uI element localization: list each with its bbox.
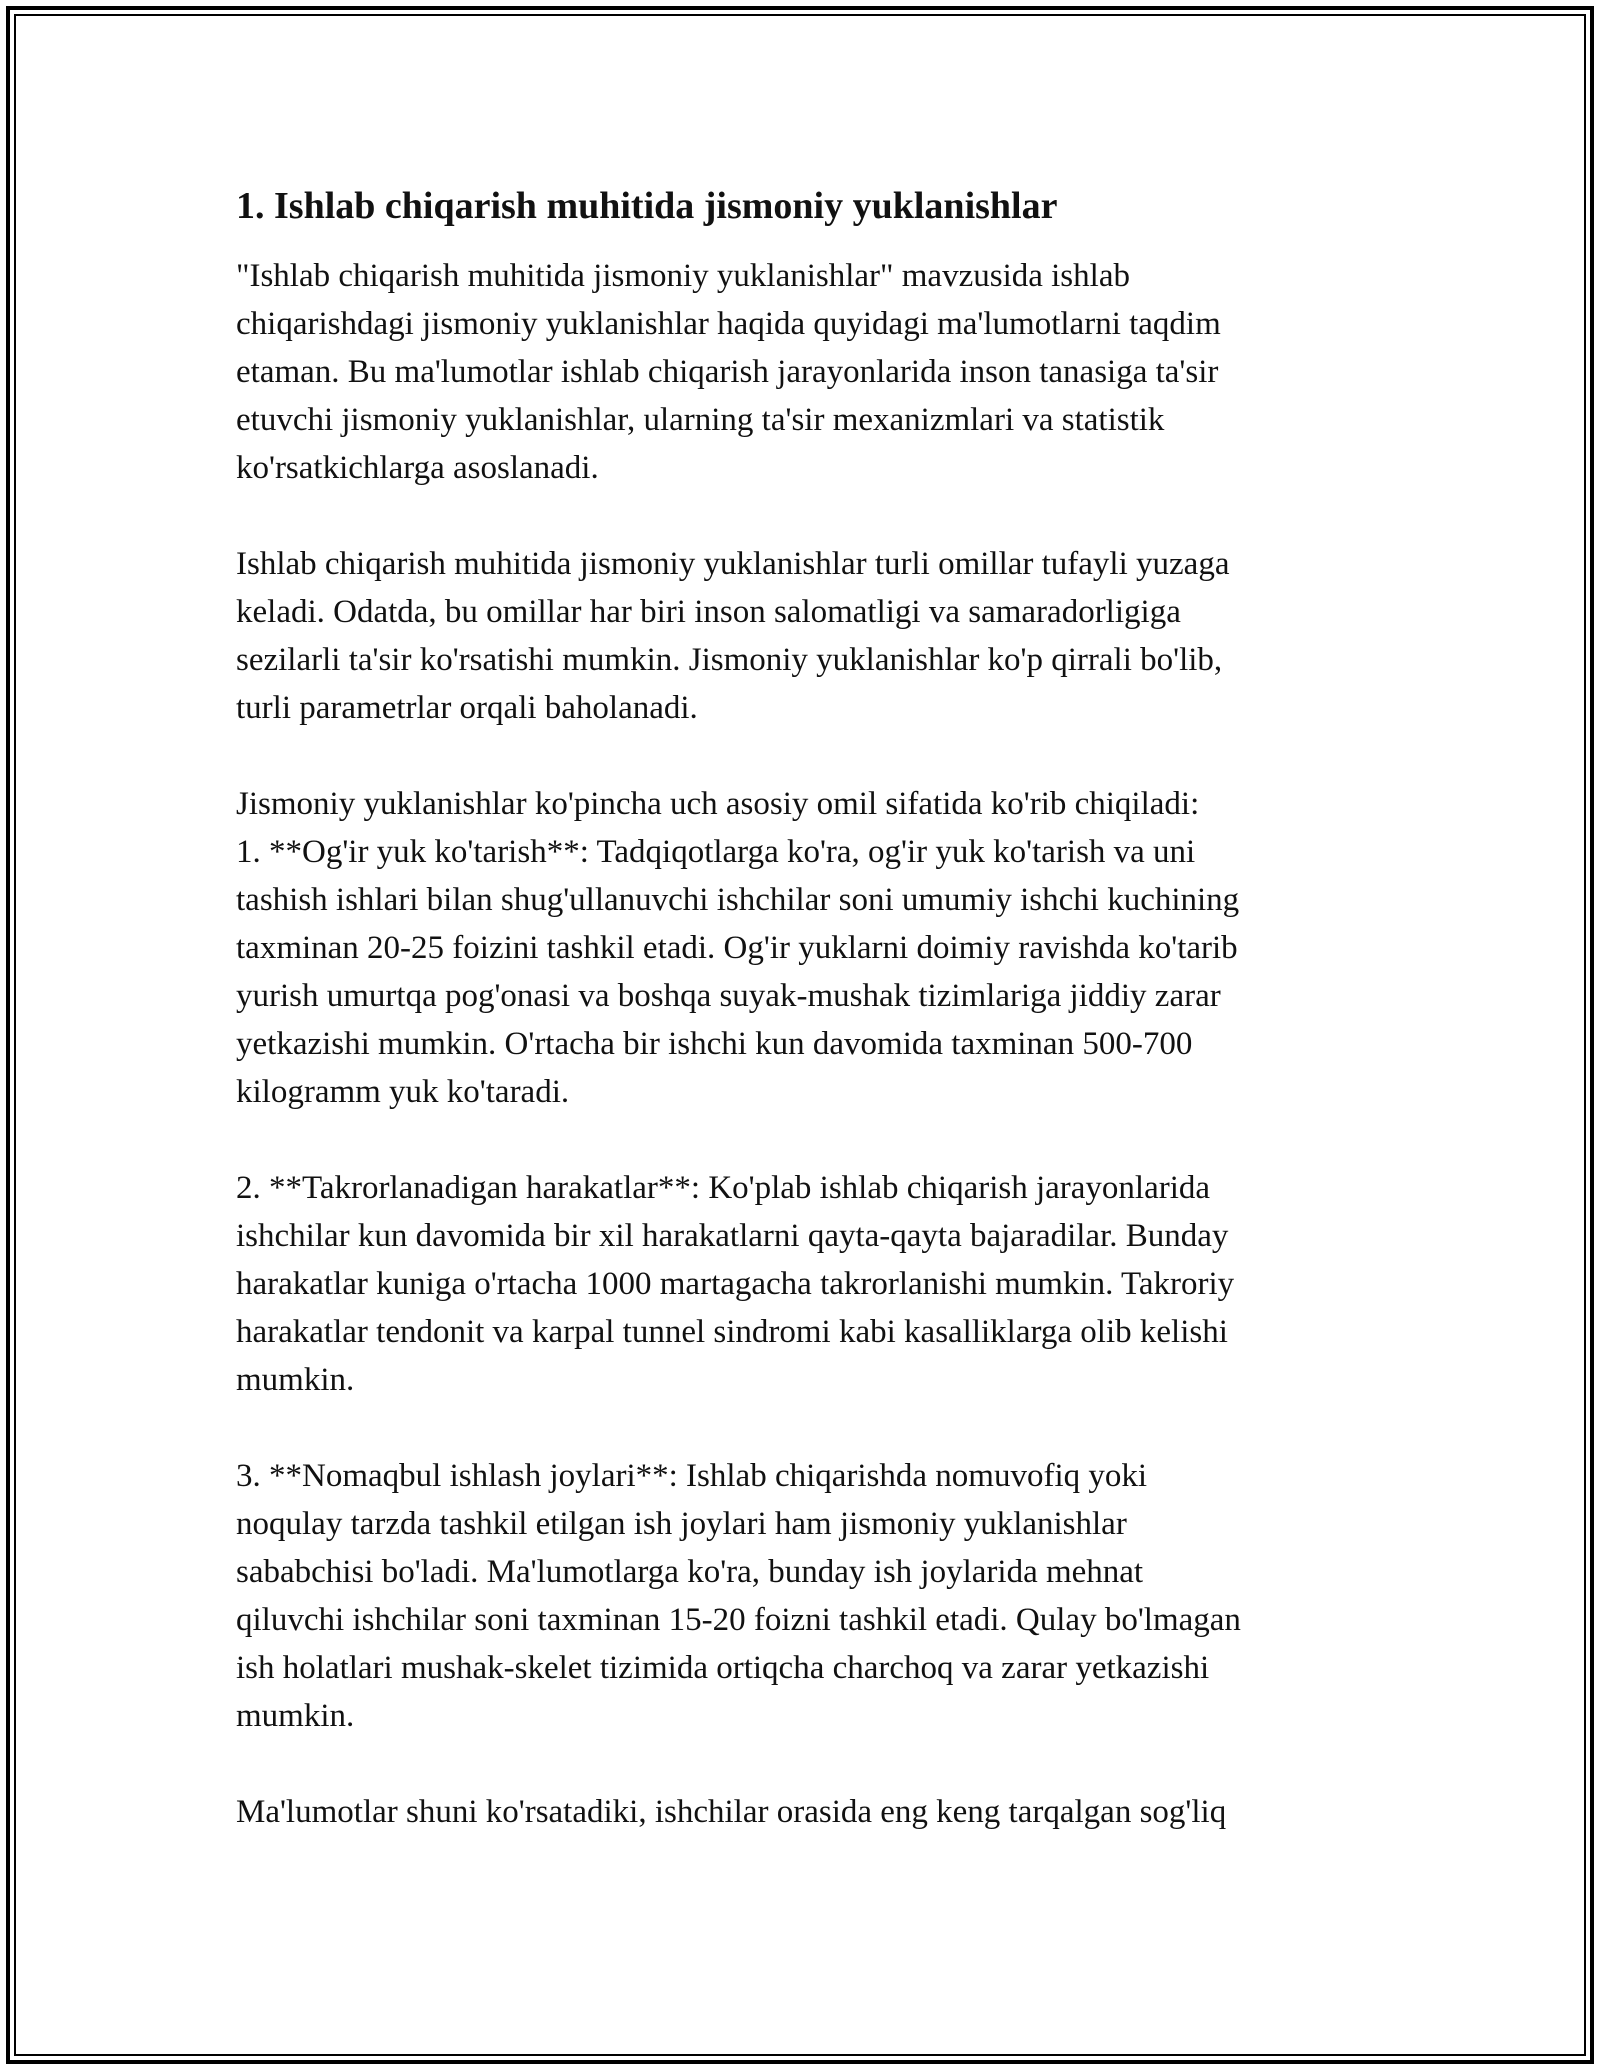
text-line: 1. **Og'ir yuk ko'tarish**: Tadqiqotlarga ko'ra, og'ir yuk ko'tarish va uni [236, 834, 1196, 870]
paragraph-gap [236, 732, 1366, 780]
section-heading: 1. Ishlab chiqarish muhitida jismoniy yuklanishlar [236, 185, 1058, 227]
text-line: keladi. Odatda, bu omillar har biri inson salomatligi va samaradorligiga [236, 594, 1181, 630]
text-line: ko'rsatkichlarga asoslanadi. [236, 450, 599, 486]
document-body [236, 180, 1366, 1836]
text-line: Jismoniy yuklanishlar ko'pincha uch asosiy omil sifatida ko'rib chiqiladi: [236, 786, 1200, 822]
text-line: 3. **Nomaqbul ishlash joylari**: Ishlab chiqarishda nomuvofiq yoki [236, 1458, 1148, 1494]
text-line: noqulay tarzda tashkil etilgan ish joylari ham jismoniy yuklanishlar [236, 1506, 1127, 1542]
text-line: ishchilar kun davomida bir xil harakatlarni qayta-qayta bajaradilar. Bunday [236, 1218, 1229, 1254]
text-line: yurish umurtqa pog'onasi va boshqa suyak-mushak tizimlariga jiddiy zarar [236, 978, 1221, 1014]
text-line: etaman. Bu ma'lumotlar ishlab chiqarish jarayonlarida inson tanasiga ta'sir [236, 354, 1219, 390]
paragraph-gap [236, 1740, 1366, 1788]
text-line: yetkazishi mumkin. O'rtacha bir ishchi kun davomida taxminan 500-700 [236, 1026, 1193, 1062]
text-line: chiqarishdagi jismoniy yuklanishlar haqida quyidagi ma'lumotlarni taqdim [236, 306, 1221, 342]
text-line: Ishlab chiqarish muhitida jismoniy yuklanishlar turli omillar tufayli yuzaga [236, 546, 1230, 582]
paragraph-gap [236, 492, 1366, 540]
paragraph-factor-1 [236, 780, 1366, 1116]
text-line: ish holatlari mushak-skelet tizimida ortiqcha charchoq va zarar yetkazishi [236, 1650, 1210, 1686]
paragraph-factor-3 [236, 1452, 1366, 1740]
text-line: qiluvchi ishchilar soni taxminan 15-20 foizni tashkil etadi. Qulay bo'lmagan [236, 1602, 1241, 1638]
text-line: mumkin. [236, 1362, 355, 1398]
text-line: 2. **Takrorlanadigan harakatlar**: Ko'plab ishlab chiqarish jarayonlarida [236, 1170, 1211, 1206]
text-line: etuvchi jismoniy yuklanishlar, ularning ta'sir mexanizmlari va statistik [236, 402, 1165, 438]
text-line: mumkin. [236, 1698, 355, 1734]
paragraph-gap [236, 1404, 1366, 1452]
paragraph-intro [236, 252, 1366, 492]
text-line: Ma'lumotlar shuni ko'rsatadiki, ishchilar orasida eng keng tarqalgan sog'liq [236, 1794, 1227, 1830]
text-line: "Ishlab chiqarish muhitida jismoniy yuklanishlar" mavzusida ishlab [236, 258, 1130, 294]
paragraph-gap [236, 1116, 1366, 1164]
paragraph-conclusion [236, 1788, 1366, 1836]
text-line: kilogramm yuk ko'taradi. [236, 1074, 570, 1110]
paragraph-factor-2 [236, 1164, 1366, 1404]
text-line: harakatlar tendonit va karpal tunnel sindromi kabi kasalliklarga olib kelishi [236, 1314, 1228, 1350]
text-line: turli parametrlar orqali baholanadi. [236, 690, 698, 726]
text-line: taxminan 20-25 foizini tashkil etadi. Og'ir yuklarni doimiy ravishda ko'tarib [236, 930, 1238, 966]
paragraph-causes [236, 540, 1366, 732]
text-line: tashish ishlari bilan shug'ullanuvchi ishchilar soni umumiy ishchi kuchining [236, 882, 1240, 918]
text-line: harakatlar kuniga o'rtacha 1000 martagacha takrorlanishi mumkin. Takroriy [236, 1266, 1235, 1302]
text-line: sababchisi bo'ladi. Ma'lumotlarga ko'ra, bunday ish joylarida mehnat [236, 1554, 1144, 1590]
text-line: sezilarli ta'sir ko'rsatishi mumkin. Jismoniy yuklanishlar ko'p qirrali bo'lib, [236, 642, 1223, 678]
